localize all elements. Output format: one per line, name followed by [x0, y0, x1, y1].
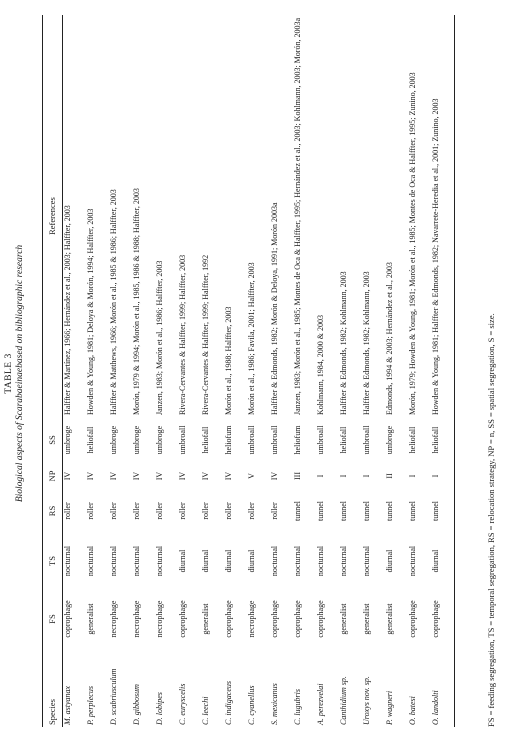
cell-np: IV: [132, 471, 141, 481]
cell-species: C. leechi: [201, 696, 210, 725]
cell-fs: coprophage: [431, 589, 455, 649]
cell-ss: umbroge: [155, 425, 164, 455]
cell-rs: tunnel: [408, 501, 417, 521]
cell-np: IV: [109, 471, 118, 481]
cell-ts: diurnal: [247, 549, 256, 573]
cell-np: I: [316, 474, 325, 478]
cell-ts: nocturnal: [270, 545, 279, 577]
cell-rs: tunnel: [293, 501, 302, 521]
table-row: [132, 15, 155, 727]
cell-species: S. mexicanus: [270, 683, 279, 725]
table-row: [316, 15, 339, 727]
cell-np: II: [385, 473, 394, 479]
cell-ts: nocturnal: [408, 545, 417, 577]
cell-species: D. gibbosum: [132, 684, 141, 725]
table-row: [247, 15, 270, 727]
table-row: [178, 15, 201, 727]
cell-rs: roller: [224, 502, 233, 520]
cell-fs: necrophage: [132, 600, 141, 638]
cell-np: IV: [270, 471, 279, 481]
cell-references: Halffter & Edmonds, 1982; Kohlmann, 2003: [339, 271, 348, 415]
cell-references: Janzen, 1983; Morón et al., 1986; Halffter, 2003: [155, 260, 164, 415]
table-row: [224, 15, 247, 727]
cell-species: C. lugubris: [293, 688, 302, 725]
cell-ts: nocturnal: [362, 545, 371, 577]
cell-ts: nocturnal: [132, 545, 141, 577]
cell-fs: necrophage: [247, 600, 256, 638]
cell-ts: nocturnal: [109, 545, 118, 577]
cell-ss: heliofall: [339, 426, 348, 454]
cell-references: Rivera-Cervantes & Halffter, 1999; Halffter, 1992: [201, 254, 210, 415]
cell-species: Canthidium sp.: [339, 676, 348, 725]
cell-fs: generalist: [86, 603, 95, 635]
cell-references: Howden & Young, 1981; Halffter & Edmonds, 1982; Navarrete-Heredia et al., 2001; Zunino, 2003: [431, 15, 455, 417]
cell-ss: heliofall: [201, 426, 210, 454]
cell-references: Edmonds, 1994 & 2003; Hernández et al., 2003: [385, 262, 394, 415]
cell-references: Morón, 1979; Howden & Young, 1981; Morón et al., 1985; Montes de Oca & Halffter, 1995; Zunino, 2003: [408, 72, 417, 415]
cell-rs: roller: [63, 502, 72, 520]
cell-ts: nocturnal: [155, 545, 164, 577]
header-species: Species: [43, 649, 63, 727]
cell-ts: nocturnal: [316, 545, 325, 577]
cell-rs: tunnel: [316, 501, 325, 521]
cell-ss: umbroge: [132, 425, 141, 455]
table-subtitle: Biological aspects of Scarabaeinaebased on bibliographic research: [15, 244, 25, 503]
cell-species: D. scabriusculum: [109, 668, 118, 725]
cell-np: IV: [86, 471, 95, 481]
cell-rs: tunnel: [385, 501, 394, 521]
cell-ss: heliofall: [86, 426, 95, 454]
cell-fs: generalist: [362, 603, 371, 635]
cell-ts: diurnal: [224, 549, 233, 573]
table-row: [385, 15, 408, 727]
table-row: [201, 15, 224, 727]
cell-species: C. indigaceus: [224, 681, 233, 725]
cell-references: Morón et al., 1986; Favila, 2001; Halffter, 2003: [247, 262, 256, 415]
cell-np: I: [339, 474, 348, 478]
table-row: [408, 15, 431, 727]
cell-rs: tunnel: [362, 501, 371, 521]
cell-references: Halffter & Edmonds, 1982; Morón & Deloya, 1991; Morón 2003a: [270, 202, 279, 415]
cell-np: IV: [155, 471, 164, 481]
cell-ts: nocturnal: [86, 545, 95, 577]
cell-species: P. wagneri: [385, 690, 394, 725]
table-row: [339, 15, 362, 727]
cell-rs: tunnel: [431, 489, 455, 533]
cell-species: M. astyanax: [63, 685, 72, 725]
cell-ss: umbroall: [316, 425, 325, 455]
cell-ss: heliofall: [408, 426, 417, 454]
cell-references: Howden & Young, 1981; Deloya & Morón, 1994; Halffter, 2003: [86, 208, 95, 415]
table-row: [431, 15, 455, 727]
cell-ss: umbroall: [178, 425, 187, 455]
cell-np: I: [362, 474, 371, 478]
cell-fs: coprophage: [316, 600, 325, 638]
cell-np: IV: [224, 471, 233, 481]
table-row: [63, 15, 87, 727]
cell-np: V: [247, 473, 256, 479]
cell-fs: necrophage: [109, 600, 118, 638]
cell-np: IV: [63, 471, 72, 481]
cell-rs: roller: [86, 502, 95, 520]
cell-species: D. lobipes: [155, 692, 164, 725]
cell-ss: umbroall: [362, 425, 371, 455]
header-ts: TS: [43, 533, 63, 589]
cell-references: Morón et al., 1988; Halffter, 2003: [224, 306, 233, 415]
cell-fs: necrophage: [155, 600, 164, 638]
cell-references: Rivera-Cervantes & Halffter, 1999; Halffter, 2003: [178, 254, 187, 415]
cell-ss: heliofum: [224, 425, 233, 455]
cell-rs: roller: [247, 502, 256, 520]
header-ss: SS: [43, 417, 63, 463]
cell-ts: nocturnal: [339, 545, 348, 577]
cell-species: C. cyanellus: [247, 685, 256, 725]
table-row: [109, 15, 132, 727]
cell-ts: nocturnal: [293, 545, 302, 577]
cell-species: P. perplecus: [86, 686, 95, 725]
cell-fs: generalist: [201, 603, 210, 635]
cell-references: Kohlmann, 1984, 2000 & 2003: [316, 315, 325, 415]
cell-rs: tunnel: [339, 501, 348, 521]
cell-fs: generalist: [385, 603, 394, 635]
cell-rs: roller: [201, 502, 210, 520]
table-title: TABLE 3: [4, 353, 14, 394]
cell-ts: nocturnal: [63, 545, 72, 577]
table-row: [293, 15, 316, 727]
header-row: [43, 15, 63, 727]
cell-ts: diurnal: [385, 549, 394, 573]
cell-np: IV: [201, 471, 210, 481]
header-rs: RS: [43, 489, 63, 533]
cell-ss: umbroge: [385, 425, 394, 455]
cell-ts: diurnal: [431, 533, 455, 589]
cell-ts: diurnal: [201, 549, 210, 573]
cell-references: Halffter & Martínez, 1966; Hernández et al., 2003; Halffter, 2003: [63, 205, 72, 415]
cell-references: Halffter & Edmonds, 1982; Kohlmann, 2003: [362, 271, 371, 415]
cell-ts: diurnal: [178, 549, 187, 573]
cell-ss: umbroall: [270, 425, 279, 455]
cell-references: Janzen, 1983; Morón et al., 1985; Montes de Oca & Halffter, 1995; Hernández et al., 2003; Kohlmann, 2003; Morón, 2003a: [293, 18, 302, 415]
cell-fs: coprophage: [270, 600, 279, 638]
cell-rs: roller: [270, 502, 279, 520]
cell-ss: umbroge: [109, 425, 118, 455]
cell-references: Morón, 1979 & 1994; Morón et al., 1985, 1986 & 1988; Halffter, 2003: [132, 188, 141, 415]
table-body: [63, 15, 455, 727]
cell-species: O. batesi: [408, 696, 417, 725]
cell-species: Uroxys nov. sp.: [362, 676, 371, 725]
cell-rs: roller: [178, 502, 187, 520]
cell-ss: umbroge: [63, 425, 72, 455]
cell-fs: coprophage: [224, 600, 233, 638]
header-references: References: [43, 15, 63, 417]
header-fs: FS: [43, 589, 63, 649]
cell-species: C. euryscelis: [178, 683, 187, 725]
cell-np: I: [408, 474, 417, 478]
table-row: [362, 15, 385, 727]
cell-species: A. perezvelai: [316, 683, 325, 725]
header-np: NP: [43, 463, 63, 489]
cell-ss: umbroall: [247, 425, 256, 455]
cell-ss: heliofum: [293, 425, 302, 455]
cell-rs: roller: [155, 502, 164, 520]
cell-fs: coprophage: [293, 600, 302, 638]
footnote: FS = feeding segregation, TS = temporal segregation, RS = relocation strategy, NP = n, SS = spatial segregation, S = size.: [486, 313, 496, 727]
cell-np: I: [431, 463, 455, 489]
cell-references: Halffter & Matthews, 1966; Morón et al., 1985 & 1986; Halffter, 2003: [109, 189, 118, 415]
cell-np: IV: [178, 471, 187, 481]
cell-fs: generalist: [339, 603, 348, 635]
cell-np: III: [293, 472, 302, 480]
table-row: [86, 15, 109, 727]
table-row: [155, 15, 178, 727]
cell-ss: heliofall: [431, 417, 455, 463]
cell-species: O. landolti: [431, 649, 455, 727]
table-row: [270, 15, 293, 727]
cell-fs: coprophage: [408, 600, 417, 638]
scarabaeinae-table: [42, 15, 455, 727]
cell-rs: roller: [109, 502, 118, 520]
cell-rs: roller: [132, 502, 141, 520]
cell-fs: coprophage: [178, 600, 187, 638]
cell-fs: coprophage: [63, 600, 72, 638]
